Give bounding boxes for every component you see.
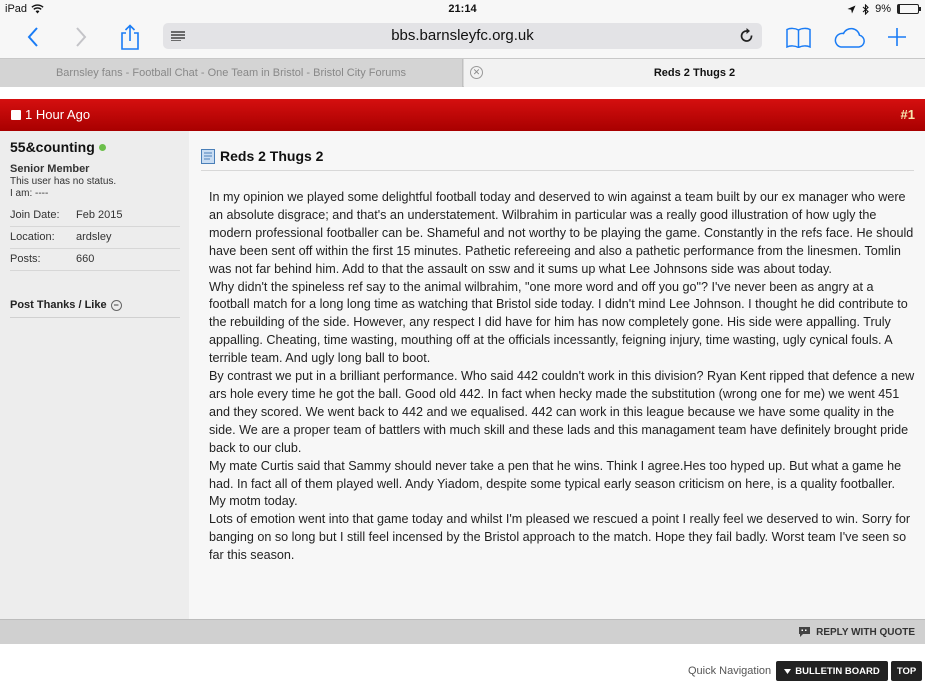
stat-posts bbox=[10, 251, 180, 271]
top-button[interactable]: TOP bbox=[891, 661, 922, 681]
username[interactable] bbox=[10, 139, 106, 155]
bookmarks-button[interactable] bbox=[785, 20, 811, 54]
post-time-label: 1 Hour Ago bbox=[25, 107, 91, 122]
username-link[interactable]: 55&counting bbox=[10, 139, 95, 155]
collapse-icon[interactable]: − bbox=[111, 300, 122, 311]
tab-bristol-city-forums[interactable] bbox=[0, 59, 463, 87]
stat-location bbox=[10, 229, 180, 249]
tab-reds-2-thugs-2[interactable] bbox=[464, 59, 925, 87]
new-tab-icon bbox=[887, 27, 907, 47]
clock-time: 21:14 bbox=[448, 3, 477, 15]
stat-value: 660 bbox=[76, 253, 95, 265]
share-icon bbox=[120, 24, 140, 50]
status-right bbox=[847, 3, 919, 15]
user-info-panel bbox=[0, 131, 189, 619]
forward-icon bbox=[75, 27, 87, 47]
forward-button[interactable] bbox=[70, 20, 92, 54]
user-status: This user has no status. bbox=[10, 176, 117, 187]
stat-value: Feb 2015 bbox=[76, 209, 123, 221]
stat-label: Posts: bbox=[10, 253, 41, 265]
back-button[interactable] bbox=[22, 20, 44, 54]
post-message bbox=[209, 189, 915, 565]
post-header bbox=[0, 99, 925, 131]
divider bbox=[201, 170, 914, 171]
share-button[interactable] bbox=[118, 20, 142, 54]
post-title-text: Reds 2 Thugs 2 bbox=[220, 148, 324, 164]
post-content bbox=[189, 131, 925, 619]
post-title bbox=[201, 148, 323, 164]
reload-icon[interactable] bbox=[740, 28, 754, 44]
divider bbox=[10, 317, 180, 318]
page-top-strip bbox=[0, 87, 925, 99]
thanks-label: Post Thanks / Like bbox=[10, 299, 107, 311]
url-text: bbs.barnsleyfc.org.uk bbox=[391, 27, 534, 44]
bulletin-board-button[interactable] bbox=[776, 661, 888, 681]
bluetooth-icon bbox=[862, 4, 869, 15]
status-bar bbox=[0, 0, 925, 20]
icloud-tabs-icon bbox=[833, 27, 866, 48]
post-thanks-like[interactable] bbox=[10, 299, 122, 311]
post-container bbox=[0, 131, 925, 619]
address-bar[interactable] bbox=[163, 23, 762, 49]
post-paragraph: Why didn't the spineless ref say to the animal wilbrahim, "one more word and off you go"? I've never been as angry at a football match for a long long time as watching that Bristol side today. I didn't mind Lee Johnson. I thought he did contribute to the rebuilding of the side. However, any respect I did have for him has now completely gone. His side were appalling. Truly appalling. Cheating, time wasting, mouthing off at the officials incessantly, feigning injury, time wasting, ugly cynical fouls. A terrible team. And ugly long ball to boot. bbox=[209, 279, 908, 366]
back-icon bbox=[27, 27, 39, 47]
stat-label: Location: bbox=[10, 231, 55, 243]
quick-navigation-label: Quick Navigation bbox=[688, 665, 772, 677]
post-paragraph: In my opinion we played some delightful football today and deserved to win against a team built by our ex manager who were an absolute disgrace; and that's an understatement. Wilbrahim in particular was a really good illustration of how ugly the modern professional footballer can be. Shameful and not worthy to be playing the game. Constantly in the refs face. He should have been sent off within the first 15 minutes. Pathetic refereeing and also a pathetic performance from the linesmen. Tomlin was not far behind him. Add to that the assault on ssw and it sums up what Lee Johnsons side was about today. bbox=[209, 190, 914, 276]
reply-with-quote-label: REPLY WITH QUOTE bbox=[816, 626, 915, 638]
device-name: iPad bbox=[5, 3, 28, 15]
bookmarks-icon bbox=[786, 27, 811, 48]
battery-icon bbox=[897, 4, 919, 14]
bulletin-board-label: BULLETIN BOARD bbox=[795, 665, 880, 677]
stat-join-date bbox=[10, 207, 180, 227]
battery-level bbox=[898, 5, 900, 13]
post-footer bbox=[0, 619, 925, 644]
post-date-icon bbox=[11, 110, 21, 120]
reply-with-quote-button[interactable] bbox=[798, 626, 915, 638]
tab-strip bbox=[0, 58, 925, 87]
stat-value: ardsley bbox=[76, 231, 112, 243]
stat-label: Join Date: bbox=[10, 209, 60, 221]
dropdown-arrow-icon bbox=[784, 669, 791, 674]
tab-label: Reds 2 Thugs 2 bbox=[653, 67, 736, 79]
quote-bubble-icon bbox=[798, 626, 811, 638]
new-tab-button[interactable] bbox=[886, 20, 908, 54]
icloud-tabs-button[interactable] bbox=[832, 20, 866, 54]
post-paragraph: My mate Curtis said that Sammy should never take a pen that he wins. Think I agree.Hes too hyped up. But what a game he had. In fact all of them played well. Andy Yiadom, despite some typical early season criticism on here, is a quality footballer. My motm today. bbox=[209, 458, 902, 509]
post-paragraph: By contrast we put in a brilliant performance. Who said 442 couldn't work in this division? Ryan Kent ripped that defence a new ars hole every time he got the ball. Good old 442. In fact when hecky made the substitution (wrong one for me) we went 451 and they scored. We went back to 442 and we equalised. 442 can work in this league because we have some quality in the side. We are a proper team of battlers with much skill and these lads and this managament team have definitely brought pride back to our club. bbox=[209, 369, 915, 455]
user-i-am: I am: ---- bbox=[10, 188, 49, 199]
battery-percent: 9% bbox=[875, 3, 891, 15]
post-document-icon bbox=[201, 149, 215, 164]
browser-toolbar bbox=[0, 20, 925, 58]
tab-label: Barnsley fans - Football Chat - One Team in Bristol - Bristol City Forums bbox=[55, 67, 407, 79]
close-tab-icon[interactable]: ✕ bbox=[470, 66, 483, 79]
location-icon bbox=[847, 5, 856, 14]
post-date bbox=[11, 107, 90, 122]
post-paragraph: Lots of emotion went into that game today and whilst I'm pleased we rescued a point I really feel we deserved to win. Sorry for banging on so long but I still feel incensed by the Bristol approach to the match. Hope they fail badly. Worst team I've seen so far this season. bbox=[209, 512, 911, 563]
online-status-icon bbox=[99, 144, 106, 151]
post-number-link[interactable]: #1 bbox=[900, 107, 915, 122]
bottom-navigation bbox=[0, 644, 925, 693]
user-rank: Senior Member bbox=[10, 163, 90, 175]
